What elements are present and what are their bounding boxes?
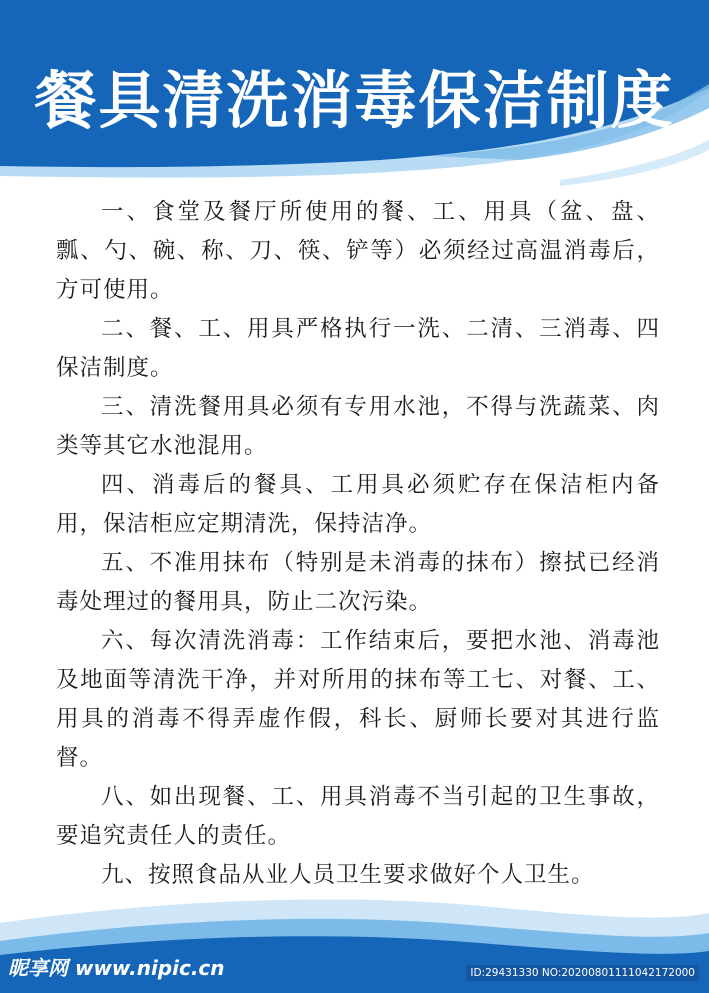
watermark-id: ID:29431330 NO:20200801111042172000 bbox=[466, 965, 699, 981]
regulation-item-3: 三、清洗餐用具必须有专用水池，不得与洗蔬菜、肉类等其它水池混用。 bbox=[56, 394, 660, 459]
regulation-item-5: 五、不准用抹布（特别是未消毒的抹布）擦拭已经消毒处理过的餐用具，防止二次污染。 bbox=[56, 550, 660, 615]
page-title: 餐具清洗消毒保洁制度 bbox=[34, 64, 675, 137]
regulation-item-1: 一、食堂及餐厅所使用的餐、工、用具（盆、盘、瓢、勺、碗、称、刀、筷、铲等）必须经过高温消毒后，方可使用。 bbox=[56, 199, 660, 303]
regulation-item-4: 四、消毒后的餐具、工用具必须贮存在保洁柜内备用，保洁柜应定期清洗，保持洁净。 bbox=[56, 472, 660, 537]
regulation-content bbox=[56, 193, 660, 895]
regulation-item-6: 六、每次清洗消毒：工作结束后，要把水池、消毒池及地面等清洗干净，并对所用的抹布等工七、对餐、工、用具的消毒不得弄虚作假，科长、厨师长要对其进行监督。 bbox=[56, 628, 660, 771]
watermark-logo: 昵享网 www.nipic.cn bbox=[8, 956, 225, 980]
regulation-item-8: 八、如出现餐、工、用具消毒不当引起的卫生事故，要追究责任人的责任。 bbox=[56, 784, 660, 849]
regulation-item-9: 九、按照食品从业人员卫生要求做好个人卫生。 bbox=[101, 862, 595, 888]
regulation-item-2: 二、餐、工、用具严格执行一洗、二清、三消毒、四保洁制度。 bbox=[56, 316, 660, 381]
